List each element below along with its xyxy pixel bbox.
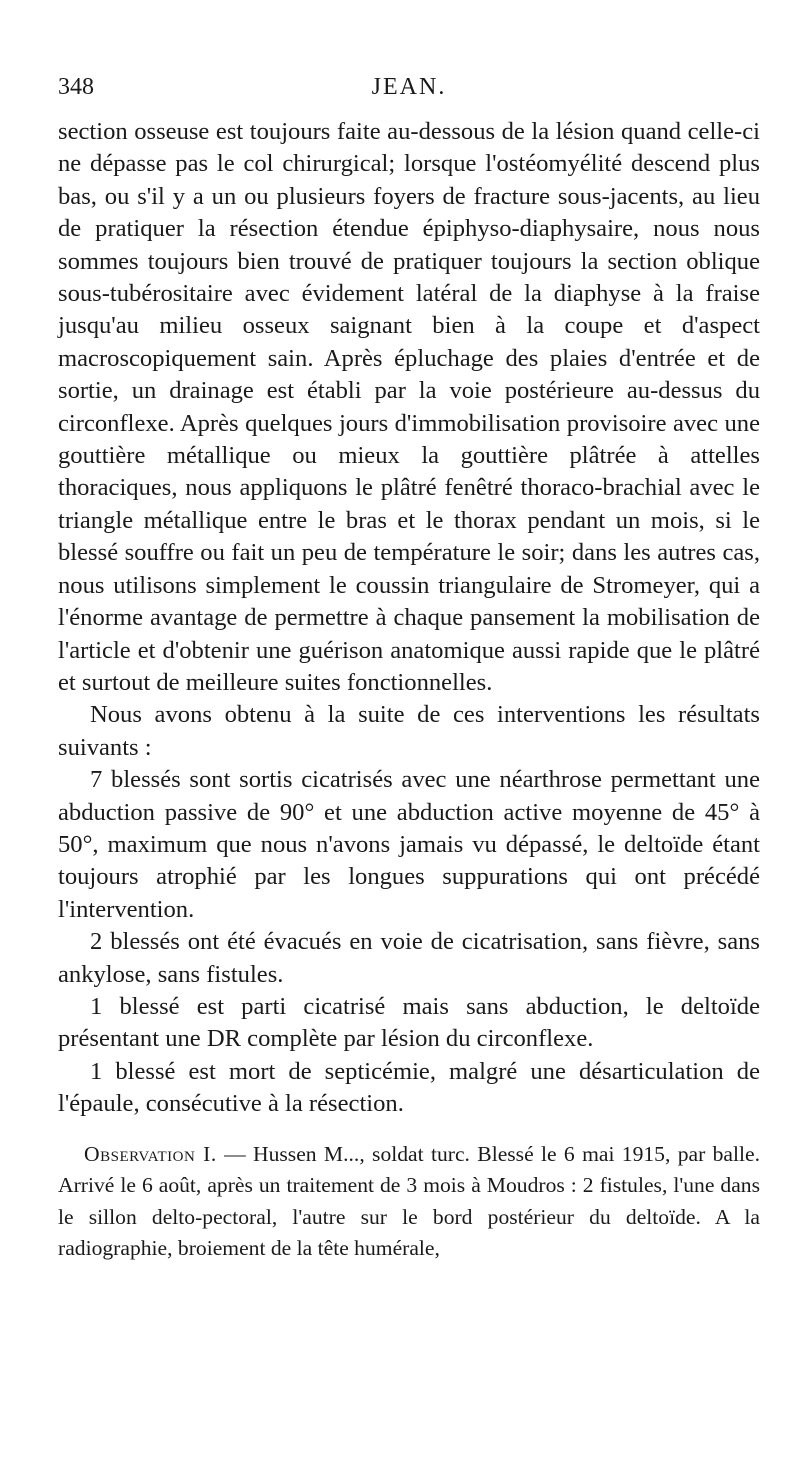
paragraph-result-2: 2 blessés ont été évacués en voie de cicatrisation, sans fièvre, sans ankylose, sans fistules. (58, 928, 760, 988)
page-number: 348 (58, 74, 94, 100)
running-title: JEAN. (371, 74, 447, 100)
observation-text: — Hussen M..., soldat turc. Blessé le 6 mai 1915, par balle. Arrivé le 6 août, après un traitement de 3 mois à Moudros : 2 fistules, l'une dans le sillon delto-pectoral, l'autre sur le bord postérieur du deltoïde. A la radiographie, broiement de la tête humérale, (58, 1141, 760, 1261)
observation-paragraph (58, 1139, 760, 1265)
paragraph-results-intro: Nous avons obtenu à la suite de ces interventions les résultats suivants : (58, 701, 760, 761)
paragraph-continued: section osseuse est toujours faite au-dessous de la lésion quand celle-ci ne dépasse pas le col chirurgical; lorsque l'ostéomyélité descend plus bas, ou s'il y a un ou plusieurs foyers de fracture sous-jacents, au lieu de pratiquer la résection étendue épiphyso-diaphysaire, nous nous sommes toujours bien trouvé de pratiquer toujours la section oblique sous-tubérositaire avec évidement latéral de la diaphyse à la fraise jusqu'au milieu osseux saignant bien à la coupe et d'aspect macroscopiquement sain. Après épluchage des plaies d'entrée et de sortie, un drainage est établi par la voie postérieure au-dessus du circonflexe. Après quelques jours d'immobilisation provisoire avec une gouttière métallique ou mieux la gouttière plâtrée à attelles thoraciques, nous appliquons le plâtré fenêtré thoraco-brachial avec le triangle métallique entre le bras et le thorax pendant un mois, si le blessé souffre ou fait un peu de température le soir; dans les autres cas, nous utilisons simplement le coussin triangulaire de Stromeyer, qui a l'énorme avantage de permettre à chaque pansement la mobilisation de l'article et d'obtenir une guérison anatomique aussi rapide que le plâtré et surtout de meilleure suites fonctionnelles. (58, 118, 760, 696)
paragraph-result-3: 1 blessé est parti cicatrisé mais sans abduction, le deltoïde présentant une DR complète par lésion du circonflexe. (58, 992, 760, 1053)
paragraph-result-4: 1 blessé est mort de septicémie, malgré une désarticulation de l'épaule, consécutive à la résection. (58, 1057, 760, 1118)
paragraph-result-1: 7 blessés sont sortis cicatrisés avec une néarthrose permettant une abduction passive de 90° et une abduction active moyenne de 45° à 50°, maximum que nous n'avons jamais vu dépassé, le deltoïde étant toujours atrophié par les longues suppurations qui ont précédé l'intervention. (58, 766, 760, 923)
page (58, 70, 760, 1287)
body-text (58, 116, 760, 1121)
page-header (58, 70, 760, 110)
observation-label: Observation I. (84, 1141, 217, 1166)
